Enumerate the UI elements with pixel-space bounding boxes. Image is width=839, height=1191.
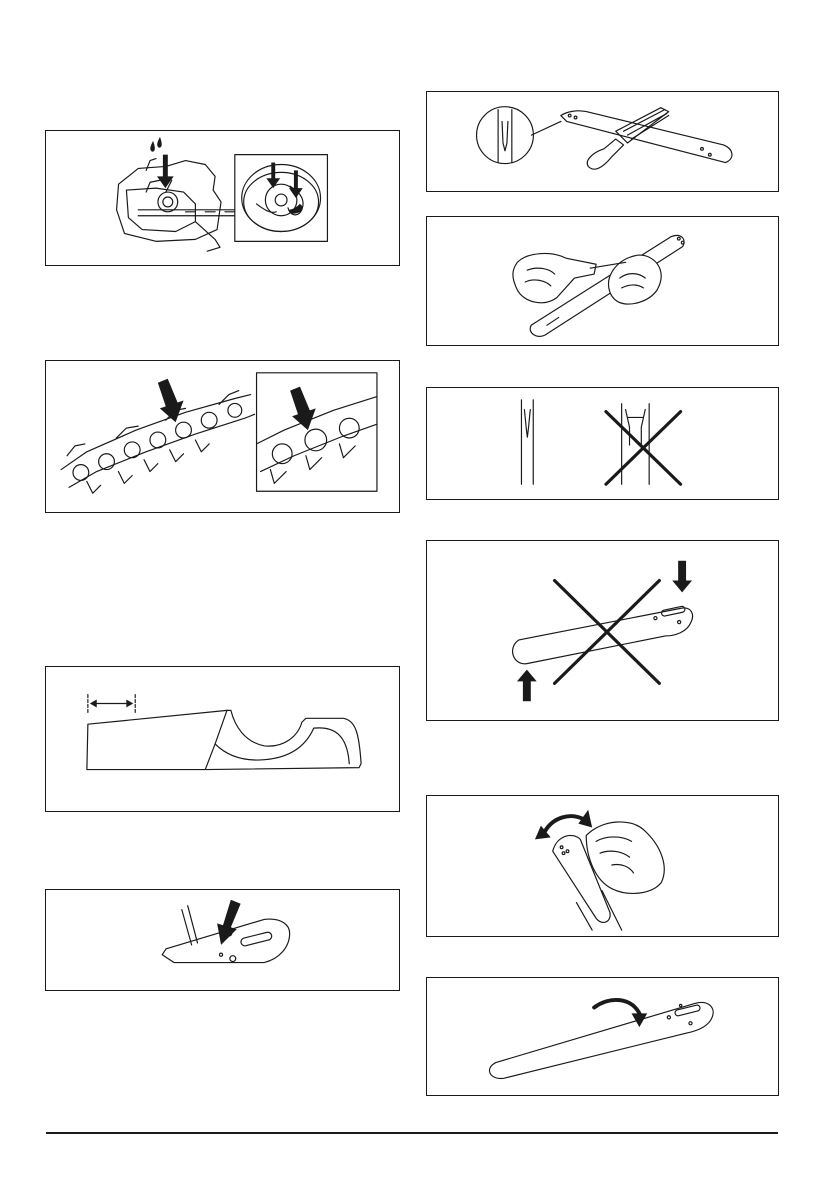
figure-bar-turn-over	[426, 977, 779, 1096]
figure-cutter-depth	[45, 666, 400, 812]
groove-profiles-illustration	[427, 388, 778, 499]
rotate-nose-illustration	[427, 796, 778, 936]
bar-flip-illustration	[427, 978, 778, 1095]
footer-rule	[46, 1132, 778, 1134]
bar-hole-illustration	[46, 890, 399, 990]
figure-chain-drive-link	[45, 360, 400, 513]
figure-bar-wrong-press	[426, 540, 779, 721]
hands-filing-illustration	[427, 217, 778, 345]
figure-groove-correct-incorrect	[426, 387, 779, 500]
cutter-illustration	[46, 667, 399, 811]
chain-illustration	[46, 361, 399, 512]
figure-lubrication	[45, 130, 400, 266]
lubrication-illustration	[46, 131, 399, 265]
figure-bar-filing-hands	[426, 216, 779, 346]
groove-file-illustration	[427, 92, 778, 191]
figure-bar-lube-hole	[45, 889, 400, 991]
bar-crossed-illustration	[427, 541, 778, 720]
figure-nose-sprocket-rotate	[426, 795, 779, 937]
figure-bar-groove-file	[426, 91, 779, 192]
